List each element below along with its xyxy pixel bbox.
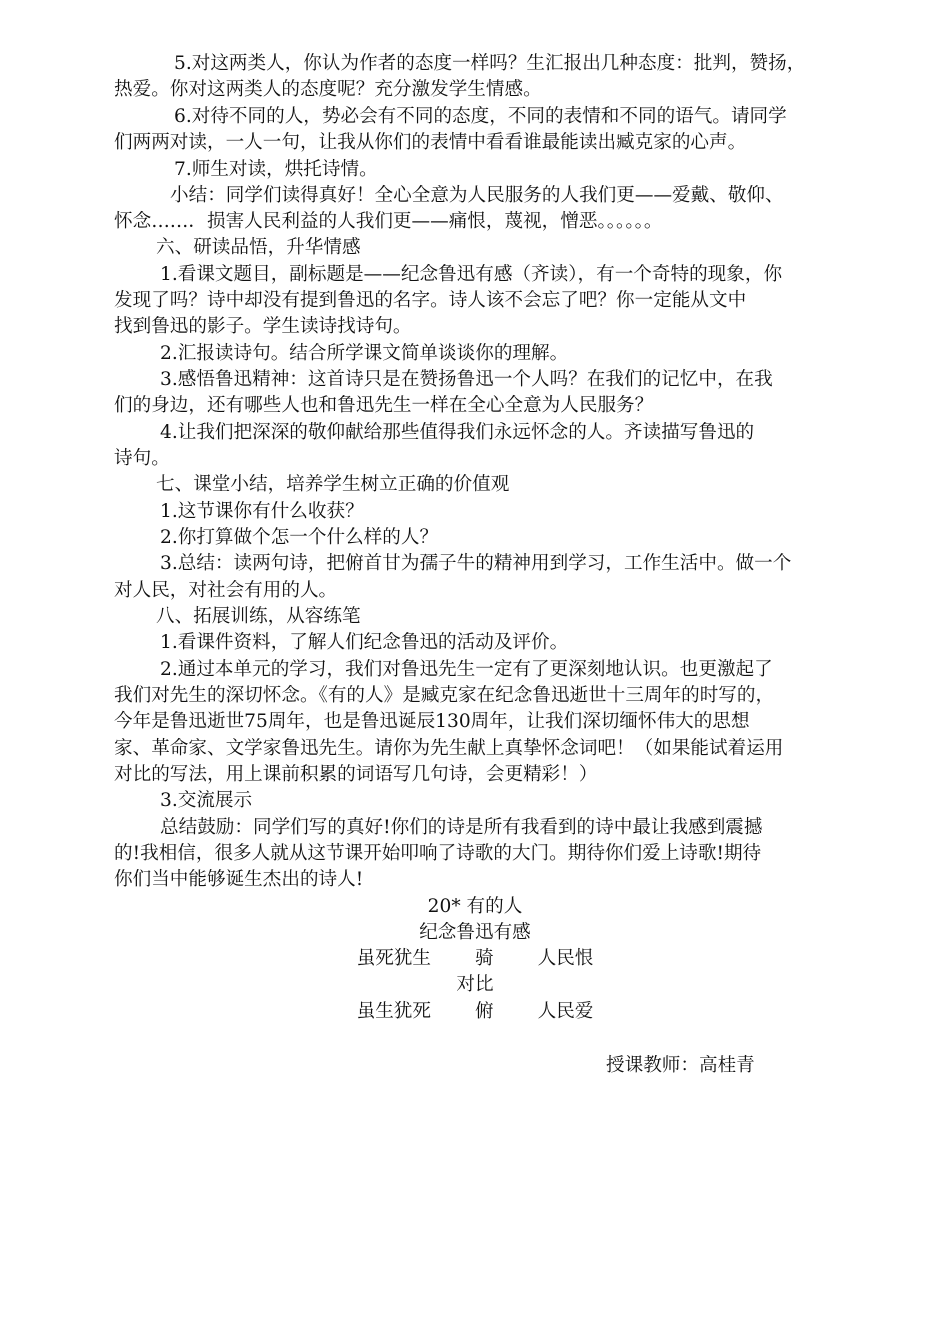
board-cell: 人民爱	[537, 1001, 594, 1022]
board-row-1	[0, 946, 950, 972]
teacher-signature: 授课教师：高桂青	[606, 1055, 755, 1076]
board-cell: 骑	[474, 948, 494, 969]
paragraph-line: 诗句。	[114, 448, 170, 469]
paragraph-line: 4.让我们把深深的敬仰献给那些值得我们永远怀念的人。齐读描写鲁迅的	[160, 422, 755, 443]
paragraph-line: 对人民，对社会有用的人。	[114, 580, 338, 601]
paragraph-line: 小结：同学们读得真好！全心全意为人民服务的人我们更——爱戴、敬仰、	[170, 185, 784, 206]
paragraph-line: 2.通过本单元的学习，我们对鲁迅先生一定有了更深刻地认识。也更激起了	[160, 659, 773, 680]
paragraph-line: 的!我相信，很多人就从这节课开始叩响了诗歌的大门。期待你们爱上诗歌!期待	[114, 843, 762, 864]
paragraph-line: 今年是鲁迅逝世75周年，也是鲁迅诞辰130周年，让我们深切缅怀伟大的思想	[114, 711, 750, 732]
section-heading: 六、研读品悟，升华情感	[156, 237, 361, 258]
paragraph-line: 们两两对读，一人一句，让我从你们的表情中看看谁最能读出臧克家的心声。	[114, 132, 747, 153]
paragraph-line: 3.交流展示	[160, 790, 253, 811]
paragraph-line: 热爱。你对这两类人的态度呢？充分激发学生情感。	[114, 79, 542, 100]
board-cell: 俯	[474, 1001, 494, 1022]
paragraph-line: 对比的写法，用上课前积累的词语写几句诗，会更精彩！）	[114, 764, 598, 785]
board-cell: 虽死犹生	[356, 948, 431, 969]
board-subtitle: 纪念鲁迅有感	[419, 922, 531, 943]
paragraph-line: 发现了吗？诗中却没有提到鲁迅的名字。诗人该不会忘了吧？你一定能从文中	[114, 290, 747, 311]
paragraph-line: 怀念……．损害人民利益的人我们更——痛恨，蔑视，憎恶。。。。。。	[114, 211, 663, 232]
paragraph-line: 3.总结：读两句诗，把俯首甘为孺子牛的精神用到学习，工作生活中。做一个	[160, 553, 792, 574]
paragraph-line: 1.看课件资料，了解人们纪念鲁迅的活动及评价。	[160, 632, 569, 653]
section-heading: 七、课堂小结，培养学生树立正确的价值观	[156, 474, 510, 495]
paragraph-line: 2.你打算做个怎一个什么样的人？	[160, 527, 439, 548]
paragraph-line: 1.这节课你有什么收获？	[160, 501, 364, 522]
paragraph-line: 6.对待不同的人，势必会有不同的态度，不同的表情和不同的语气。请同学	[174, 106, 787, 127]
board-middle: 对比	[456, 974, 494, 995]
paragraph-line: 我们对先生的深切怀念。《有的人》是臧克家在纪念鲁迅逝世十三周年的时写的，	[114, 685, 775, 706]
paragraph-line: 5.对这两类人，你认为作者的态度一样吗？生汇报出几种态度：批判，赞扬，	[174, 53, 806, 74]
paragraph-line: 家、革命家、文学家鲁迅先生。请你为先生献上真挚怀念词吧！（如果能试着运用	[114, 738, 784, 759]
paragraph-line: 3.感悟鲁迅精神：这首诗只是在赞扬鲁迅一个人吗？在我们的记忆中，在我	[160, 369, 773, 390]
paragraph-line: 总结鼓励：同学们写的真好!你们的诗是所有我看到的诗中最让我感到震撼	[160, 817, 763, 838]
board-row-2	[0, 999, 950, 1025]
paragraph-line: 2.汇报读诗句。结合所学课文简单谈谈你的理解。	[160, 343, 569, 364]
paragraph-line: 找到鲁迅的影子。学生读诗找诗句。	[114, 316, 412, 337]
board-cell: 人民恨	[537, 948, 594, 969]
paragraph-line: 们的身边，还有哪些人也和鲁迅先生一样在全心全意为人民服务？	[114, 395, 654, 416]
paragraph-line: 你们当中能够诞生杰出的诗人!	[114, 869, 364, 890]
paragraph-line: 7.师生对读，烘托诗情。	[174, 159, 378, 180]
paragraph-line: 1.看课文题目，副标题是——纪念鲁迅有感（齐读），有一个奇特的现象，你	[160, 264, 783, 285]
board-cell: 虽生犹死	[356, 1001, 431, 1022]
section-heading: 八、拓展训练，从容练笔	[156, 606, 361, 627]
board-title: 20* 有的人	[427, 896, 523, 917]
